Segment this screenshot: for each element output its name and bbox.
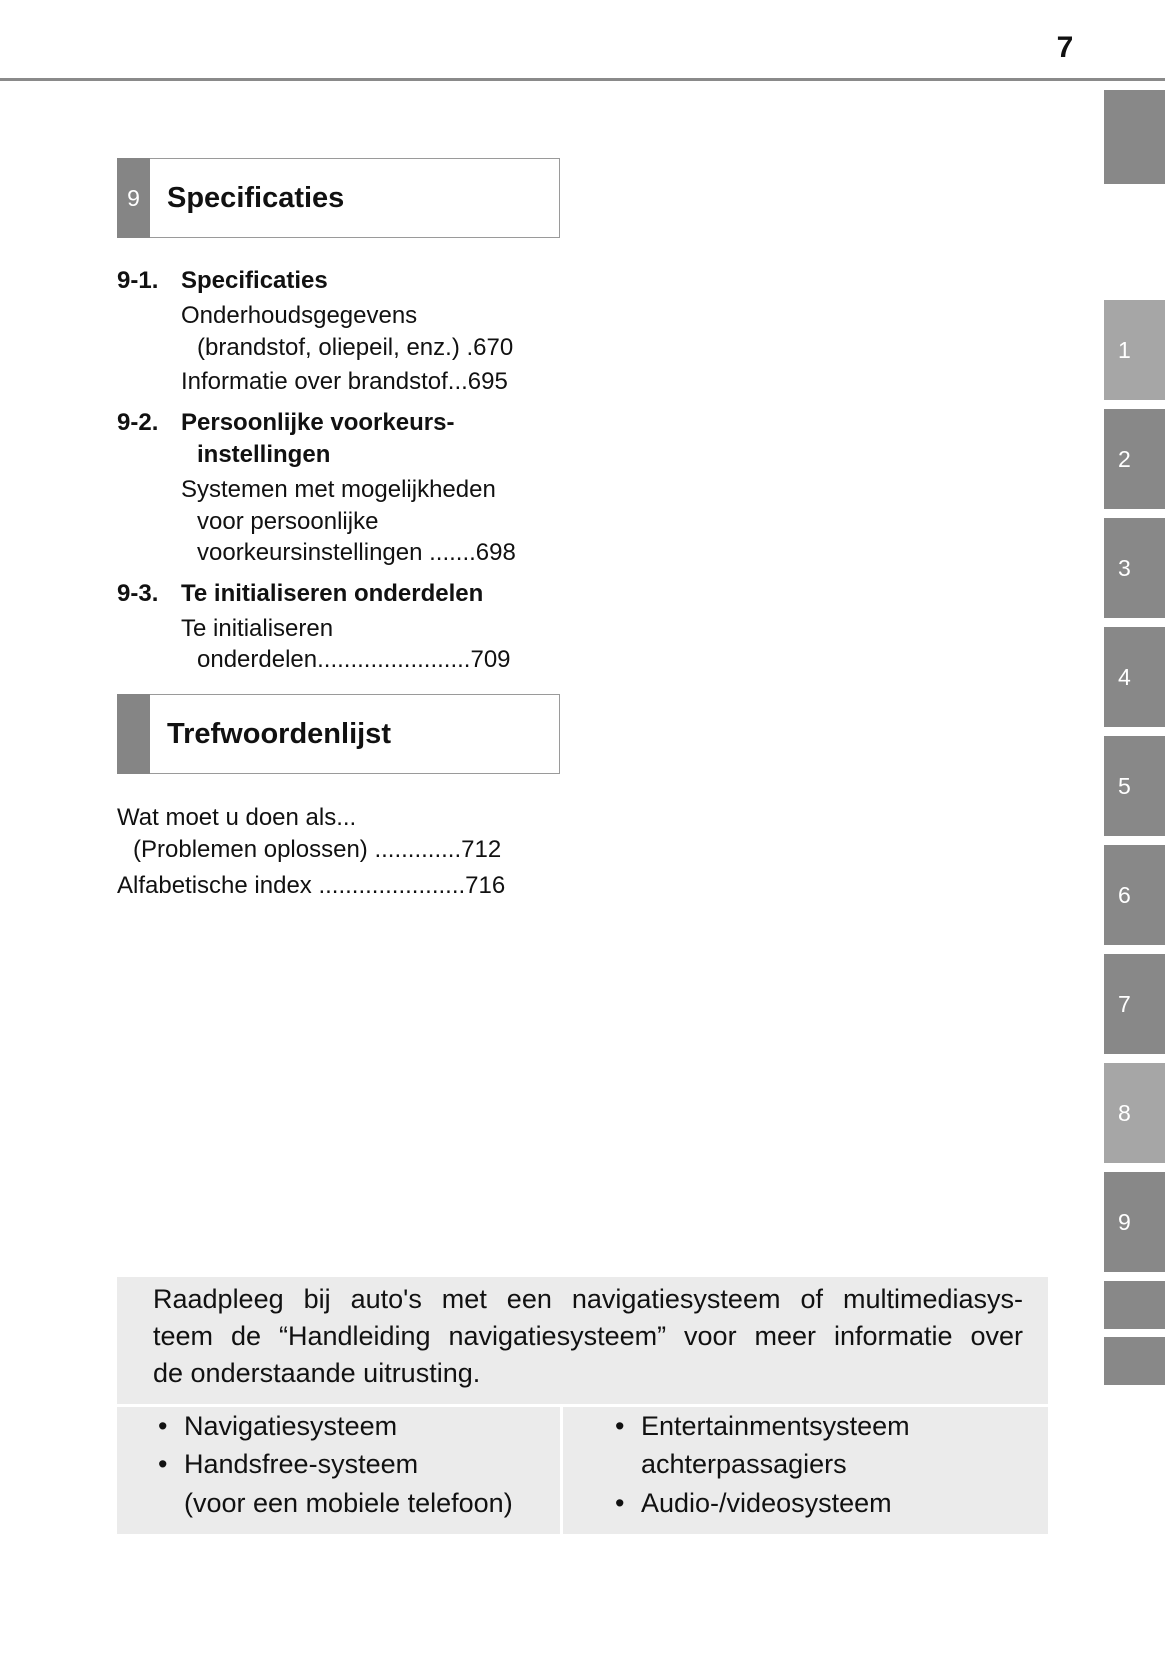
list-item-cont: (voor een mobiele telefoon) xyxy=(184,1488,513,1518)
note-text-line-3: de onderstaande uitrusting. xyxy=(153,1358,481,1388)
page-number: 7 xyxy=(1056,31,1074,64)
toc-entry-wat-moet-u-doen[interactable]: Wat moet u doen als... xyxy=(117,804,357,831)
list-item-cont: achterpassagiers xyxy=(641,1449,847,1479)
toc-entry-brandstof[interactable]: Informatie over brandstof...695 xyxy=(181,368,508,395)
note-text xyxy=(153,1281,1023,1392)
thumb-tab-1[interactable]: 1 xyxy=(1104,300,1165,400)
toc-heading-9-3[interactable]: Te initialiseren onderdelen xyxy=(181,580,484,607)
thumb-tab-6[interactable]: 6 xyxy=(1104,845,1165,945)
section-number-band: 9 xyxy=(117,158,150,238)
toc-heading-9-2[interactable]: Persoonlijke voorkeurs- xyxy=(181,409,455,436)
thumb-tab-index[interactable] xyxy=(1104,1281,1165,1329)
thumb-tab-4[interactable]: 4 xyxy=(1104,627,1165,727)
toc-entry-onderhoudsgegevens[interactable]: Onderhoudsgegevens xyxy=(181,302,418,329)
thumb-tab-7[interactable]: 7 xyxy=(1104,954,1165,1054)
toc-number-9-1: 9-1. xyxy=(117,267,159,294)
section-header-specificaties xyxy=(117,158,560,238)
section-header-trefwoordenlijst xyxy=(117,694,560,774)
thumb-tab-8[interactable]: 8 xyxy=(1104,1063,1165,1163)
thumb-tab-3[interactable]: 3 xyxy=(1104,518,1165,618)
toc-entry-alfabetische-index[interactable]: Alfabetische index ......................716 xyxy=(117,872,506,899)
thumb-tab-2[interactable]: 2 xyxy=(1104,409,1165,509)
section-title: Trefwoordenlijst xyxy=(167,717,391,750)
thumb-tab-9[interactable]: 9 xyxy=(1104,1172,1165,1272)
toc-entry-wat-moet-u-doen-cont[interactable]: (Problemen oplossen) .............712 xyxy=(133,836,502,863)
list-item: • Audio-/videosysteem xyxy=(615,1488,892,1518)
toc-number-9-3: 9-3. xyxy=(117,580,159,607)
list-item: • Entertainmentsysteem xyxy=(615,1411,910,1441)
section-band xyxy=(117,694,150,774)
list-item: • Navigatiesysteem xyxy=(158,1411,398,1441)
toc-entry-systemen[interactable]: Systemen met mogelijkheden xyxy=(181,476,496,503)
top-rule xyxy=(0,78,1165,81)
note-text-line-2: teem de “Handleiding navigatiesysteem” voor meer informatie over xyxy=(153,1321,1023,1351)
list-item: • Handsfree-systeem xyxy=(158,1449,419,1479)
toc-entry-systemen-cont2[interactable]: voorkeursinstellingen .......698 xyxy=(197,539,516,566)
toc-entry-initialiseren-cont[interactable]: onderdelen.......................709 xyxy=(197,646,511,673)
thumb-tab-5[interactable]: 5 xyxy=(1104,736,1165,836)
thumb-tab-end[interactable] xyxy=(1104,1337,1165,1385)
note-column-divider xyxy=(560,1407,563,1534)
thumb-tab-top[interactable] xyxy=(1104,90,1165,184)
toc-number-9-2: 9-2. xyxy=(117,409,159,436)
toc-entry-initialiseren[interactable]: Te initialiseren xyxy=(181,615,334,642)
navigation-note-box xyxy=(117,1277,1048,1534)
toc-entry-systemen-cont1[interactable]: voor persoonlijke xyxy=(197,508,379,535)
toc-entry-onderhoudsgegevens-cont[interactable]: (brandstof, oliepeil, enz.) .670 xyxy=(197,334,514,361)
note-text-line-1: Raadpleeg bij auto's met een navigatiesysteem of multimediasys- xyxy=(153,1284,1023,1314)
toc-heading-9-2-cont[interactable]: instellingen xyxy=(197,441,331,468)
section-title: Specificaties xyxy=(167,181,345,214)
toc-heading-9-1[interactable]: Specificaties xyxy=(181,267,328,294)
